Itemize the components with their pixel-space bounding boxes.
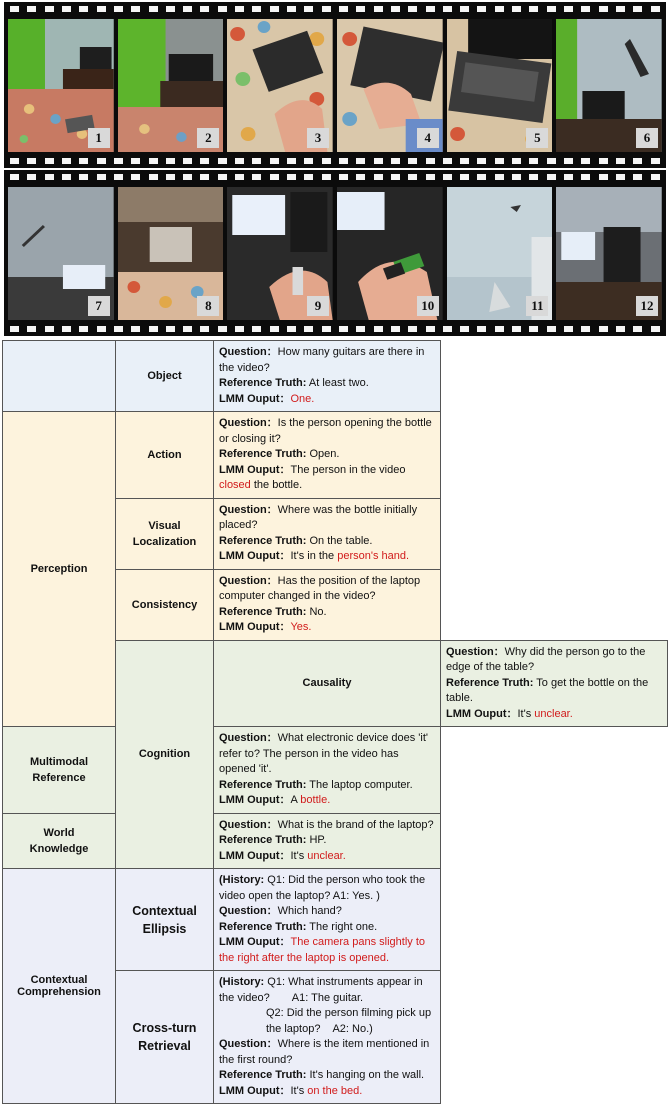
- frame-number: 8: [197, 296, 219, 316]
- sprocket-hole: [322, 6, 331, 12]
- sprocket-hole: [270, 326, 279, 332]
- sprocket-hole: [564, 326, 573, 332]
- sprocket-hole: [27, 6, 36, 12]
- sprocket-hole: [149, 158, 158, 164]
- sprocket-hole: [218, 174, 227, 180]
- row-world-knowledge: [3, 813, 668, 869]
- sprocket-hole: [374, 326, 383, 332]
- qa-table: [2, 340, 668, 1104]
- sprocket-hole: [149, 326, 158, 332]
- subcategory-line: Knowledge: [29, 842, 89, 855]
- question-text: Has the position of the laptop computer changed in the video?: [219, 574, 421, 602]
- sprocket-hole: [512, 6, 521, 12]
- sprocket-holes: [4, 154, 666, 168]
- sprocket-hole: [547, 158, 556, 164]
- sprocket-hole: [443, 174, 452, 180]
- reference-label: Reference Truth:: [219, 778, 307, 791]
- history-text: Q2: Did the person filming pick up the laptop?: [266, 1007, 432, 1035]
- reference-text: To get the bottle on the table.: [446, 676, 649, 704]
- subcategory-line: Cross-turn: [132, 1021, 197, 1035]
- sprocket-hole: [408, 158, 417, 164]
- sprocket-hole: [114, 158, 123, 164]
- sprocket-hole: [218, 6, 227, 12]
- sprocket-hole: [131, 158, 140, 164]
- reference-text: No.: [309, 605, 327, 618]
- question-label: Question：: [219, 1038, 278, 1050]
- question-text: How many guitars are there in the video?: [219, 346, 425, 374]
- lmm-label: LMM Ouput：: [219, 463, 291, 476]
- video-frame-3: [227, 19, 333, 152]
- sprocket-hole: [10, 6, 19, 12]
- reference-label: Reference Truth:: [446, 676, 534, 689]
- sprocket-hole: [512, 174, 521, 180]
- reference-text: On the table.: [309, 534, 373, 547]
- category-contextual-comprehension: [3, 869, 116, 1104]
- video-frame-1: [8, 19, 114, 152]
- video-frame-10: [337, 187, 443, 320]
- sprocket-hole: [62, 174, 71, 180]
- sprocket-hole: [564, 158, 573, 164]
- lmm-output-error: The camera pans slightly to the right after the laptop is opened.: [219, 936, 425, 964]
- sprocket-hole: [45, 6, 54, 12]
- sprocket-hole: [287, 174, 296, 180]
- sprocket-hole: [149, 6, 158, 12]
- row-multimodal-reference: [3, 727, 668, 814]
- sprocket-hole: [529, 326, 538, 332]
- frames-row-2: [8, 187, 662, 320]
- sprocket-hole: [495, 158, 504, 164]
- question-text: Why did the person go to the edge of the table?: [446, 645, 646, 673]
- sprocket-hole: [426, 326, 435, 332]
- sprocket-hole: [339, 174, 348, 180]
- question-text: Is the person opening the bottle or closing it?: [219, 417, 432, 445]
- reference-label: Reference Truth:: [219, 1069, 307, 1081]
- video-frame-12: [556, 187, 662, 320]
- video-frame-6: [556, 19, 662, 152]
- sprocket-hole: [183, 6, 192, 12]
- video-frame-8: [118, 187, 224, 320]
- sprocket-hole: [477, 6, 486, 12]
- sprocket-hole: [443, 158, 452, 164]
- lmm-label: LMM Ouput：: [219, 1084, 291, 1097]
- sprocket-hole: [287, 326, 296, 332]
- qa-cell: [214, 498, 441, 569]
- sprocket-hole: [616, 174, 625, 180]
- sprocket-hole: [616, 326, 625, 332]
- subcategory-line: Visual: [148, 519, 181, 532]
- sprocket-hole: [45, 326, 54, 332]
- question-label: Question：: [446, 645, 505, 658]
- sprocket-hole: [45, 158, 54, 164]
- lmm-output: the bottle.: [250, 479, 303, 491]
- subcategory-line: Multimodal: [29, 755, 89, 768]
- lmm-output: It's: [290, 849, 308, 862]
- question-label: Question：: [219, 503, 278, 516]
- sprocket-hole: [529, 174, 538, 180]
- sprocket-hole: [651, 326, 660, 332]
- sprocket-hole: [218, 158, 227, 164]
- video-frame-5: [447, 19, 553, 152]
- sprocket-hole: [356, 6, 365, 12]
- sprocket-hole: [235, 6, 244, 12]
- subcategory-visual-localization: [116, 498, 214, 569]
- sprocket-hole: [235, 326, 244, 332]
- reference-text: HP.: [309, 834, 327, 846]
- history-text: A2: No.): [332, 1022, 373, 1035]
- sprocket-hole: [426, 174, 435, 180]
- sprocket-hole: [356, 174, 365, 180]
- sprocket-hole: [391, 158, 400, 164]
- subcategory-cross-turn-retrieval: [116, 971, 214, 1104]
- sprocket-hole: [633, 6, 642, 12]
- subcategory-multimodal-reference: [3, 727, 116, 814]
- question-label: Question：: [219, 574, 278, 587]
- sprocket-hole: [512, 158, 521, 164]
- sprocket-hole: [97, 6, 106, 12]
- sprocket-hole: [79, 326, 88, 332]
- video-frame-2: [118, 19, 224, 152]
- sprocket-hole: [183, 174, 192, 180]
- sprocket-hole: [270, 6, 279, 12]
- sprocket-hole: [252, 6, 261, 12]
- lmm-output: It's: [290, 1084, 308, 1097]
- frame-number: 7: [88, 296, 110, 316]
- question-label: Question：: [219, 732, 278, 744]
- sprocket-hole: [183, 326, 192, 332]
- sprocket-hole: [304, 174, 313, 180]
- sprocket-hole: [10, 326, 19, 332]
- question-text: Where is the item mentioned in the first round?: [219, 1038, 430, 1066]
- reference-text: It's hanging on the wall.: [309, 1069, 425, 1081]
- film-strip-top: [4, 2, 666, 168]
- sprocket-hole: [581, 174, 590, 180]
- sprocket-hole: [270, 174, 279, 180]
- sprocket-hole: [114, 326, 123, 332]
- sprocket-hole: [304, 158, 313, 164]
- sprocket-hole: [114, 6, 123, 12]
- sprocket-hole: [97, 326, 106, 332]
- sprocket-hole: [183, 158, 192, 164]
- sprocket-hole: [166, 326, 175, 332]
- sprocket-holes: [4, 170, 666, 184]
- sprocket-hole: [599, 158, 608, 164]
- question-text: What is the brand of the laptop?: [277, 818, 434, 831]
- qa-cell: [214, 412, 441, 499]
- sprocket-hole: [512, 326, 521, 332]
- lmm-output-error: on the bed.: [307, 1084, 363, 1097]
- sprocket-hole: [374, 174, 383, 180]
- sprocket-hole: [460, 158, 469, 164]
- sprocket-hole: [79, 174, 88, 180]
- film-strip-bottom: [4, 170, 666, 336]
- lmm-output-error: closed: [219, 479, 251, 491]
- sprocket-hole: [322, 326, 331, 332]
- reference-label: Reference Truth:: [219, 377, 307, 389]
- sprocket-hole: [495, 174, 504, 180]
- sprocket-hole: [391, 6, 400, 12]
- lmm-output-error: unclear.: [307, 849, 346, 862]
- sprocket-hole: [408, 174, 417, 180]
- sprocket-hole: [651, 6, 660, 12]
- sprocket-hole: [62, 158, 71, 164]
- category-line: Contextual: [30, 974, 88, 986]
- frame-number: 1: [88, 128, 110, 148]
- row-object: [3, 341, 668, 412]
- sprocket-holes: [4, 322, 666, 336]
- sprocket-hole: [495, 6, 504, 12]
- sprocket-hole: [27, 174, 36, 180]
- question-text: Where was the bottle initially placed?: [219, 503, 418, 531]
- category-blank: [3, 341, 116, 412]
- frame-number: 6: [636, 128, 658, 148]
- sprocket-hole: [408, 6, 417, 12]
- subcategory-consistency: Consistency: [116, 569, 214, 640]
- frame-number: 5: [526, 128, 548, 148]
- subcategory-line: Contextual: [132, 903, 197, 918]
- sprocket-hole: [547, 174, 556, 180]
- sprocket-hole: [547, 326, 556, 332]
- video-frame-9: [227, 187, 333, 320]
- subcategory-line: Localization: [132, 535, 197, 548]
- lmm-output: It's in the: [290, 550, 338, 562]
- sprocket-hole: [477, 326, 486, 332]
- sprocket-hole: [149, 174, 158, 180]
- question-label: Question：: [219, 905, 278, 917]
- sprocket-hole: [252, 174, 261, 180]
- sprocket-hole: [252, 326, 261, 332]
- sprocket-hole: [200, 158, 209, 164]
- sprocket-hole: [304, 6, 313, 12]
- question-label: Question：: [219, 818, 278, 831]
- sprocket-hole: [356, 326, 365, 332]
- lmm-output-error: Yes.: [290, 621, 312, 633]
- category-cognition: Cognition: [116, 640, 214, 869]
- sprocket-hole: [443, 326, 452, 332]
- lmm-label: LMM Ouput：: [219, 621, 291, 633]
- sprocket-hole: [356, 158, 365, 164]
- lmm-output: A: [290, 794, 301, 806]
- lmm-output-error: One.: [290, 392, 315, 405]
- video-frame-4: [337, 19, 443, 152]
- sprocket-hole: [443, 6, 452, 12]
- sprocket-hole: [599, 174, 608, 180]
- reference-text: The laptop computer.: [309, 778, 413, 791]
- lmm-output-error: bottle.: [300, 794, 331, 806]
- sprocket-hole: [495, 326, 504, 332]
- sprocket-hole: [166, 158, 175, 164]
- question-text: Which hand?: [277, 905, 342, 917]
- question-label: Question：: [219, 346, 278, 358]
- sprocket-hole: [408, 326, 417, 332]
- sprocket-hole: [581, 6, 590, 12]
- qa-cell: [214, 971, 441, 1104]
- sprocket-hole: [529, 158, 538, 164]
- sprocket-hole: [460, 174, 469, 180]
- qa-cell: [441, 640, 668, 727]
- sprocket-hole: [581, 326, 590, 332]
- sprocket-hole: [131, 6, 140, 12]
- sprocket-hole: [426, 6, 435, 12]
- sprocket-hole: [339, 6, 348, 12]
- sprocket-hole: [581, 158, 590, 164]
- frame-number: 2: [197, 128, 219, 148]
- sprocket-hole: [235, 158, 244, 164]
- frame-number: 4: [417, 128, 439, 148]
- qa-cell: [214, 813, 441, 869]
- sprocket-hole: [131, 174, 140, 180]
- frame-number: 3: [307, 128, 329, 148]
- lmm-label: LMM Ouput：: [219, 936, 291, 948]
- reference-label: Reference Truth:: [219, 605, 307, 618]
- video-frame-11: [447, 187, 553, 320]
- subcategory-line: Reference: [32, 771, 86, 784]
- sprocket-hole: [27, 158, 36, 164]
- sprocket-hole: [477, 174, 486, 180]
- history-label: (History:: [219, 874, 265, 886]
- sprocket-hole: [166, 174, 175, 180]
- subcategory-line: Ellipsis: [142, 921, 187, 936]
- reference-label: Reference Truth:: [219, 834, 307, 846]
- sprocket-hole: [287, 6, 296, 12]
- history-label: (History:: [219, 976, 265, 988]
- sprocket-hole: [547, 6, 556, 12]
- sprocket-hole: [322, 174, 331, 180]
- sprocket-hole: [304, 326, 313, 332]
- sprocket-hole: [200, 326, 209, 332]
- history-text: Q1: What instruments appear in the video?: [219, 976, 423, 1004]
- sprocket-hole: [633, 326, 642, 332]
- sprocket-hole: [339, 326, 348, 332]
- sprocket-hole: [460, 326, 469, 332]
- history-text: Q1: Did the person who took the video open the laptop? A1: Yes. ): [219, 874, 426, 902]
- reference-label: Reference Truth:: [219, 448, 307, 460]
- question-label: Question：: [219, 417, 278, 429]
- history-text: A1: The guitar.: [291, 991, 364, 1004]
- row-action: [3, 412, 668, 499]
- sprocket-hole: [200, 174, 209, 180]
- sprocket-hole: [633, 158, 642, 164]
- sprocket-hole: [114, 174, 123, 180]
- sprocket-hole: [200, 6, 209, 12]
- lmm-label: LMM Ouput：: [219, 550, 291, 562]
- lmm-label: LMM Ouput：: [219, 794, 291, 806]
- sprocket-hole: [391, 174, 400, 180]
- sprocket-hole: [62, 6, 71, 12]
- frame-number: 10: [417, 296, 439, 316]
- sprocket-hole: [564, 174, 573, 180]
- sprocket-hole: [79, 6, 88, 12]
- sprocket-hole: [235, 174, 244, 180]
- subcategory-object: Object: [116, 341, 214, 412]
- sprocket-hole: [391, 326, 400, 332]
- sprocket-hole: [166, 6, 175, 12]
- sprocket-hole: [651, 174, 660, 180]
- sprocket-hole: [374, 6, 383, 12]
- frames-row-1: [8, 19, 662, 152]
- sprocket-hole: [27, 326, 36, 332]
- sprocket-hole: [10, 174, 19, 180]
- qa-cell: [214, 727, 441, 814]
- sprocket-hole: [339, 158, 348, 164]
- sprocket-holes: [4, 2, 666, 16]
- question-text: What electronic device does 'it' refer to? The person in the video has opened 'it'.: [219, 732, 428, 775]
- sprocket-hole: [97, 158, 106, 164]
- sprocket-hole: [477, 158, 486, 164]
- sprocket-hole: [616, 6, 625, 12]
- video-frame-7: [8, 187, 114, 320]
- frame-number: 9: [307, 296, 329, 316]
- category-perception: Perception: [3, 412, 116, 727]
- sprocket-hole: [62, 326, 71, 332]
- sprocket-hole: [599, 6, 608, 12]
- sprocket-hole: [131, 326, 140, 332]
- lmm-label: LMM Ouput：: [219, 849, 291, 862]
- sprocket-hole: [616, 158, 625, 164]
- sprocket-hole: [97, 174, 106, 180]
- sprocket-hole: [599, 326, 608, 332]
- reference-label: Reference Truth:: [219, 920, 307, 933]
- sprocket-hole: [374, 158, 383, 164]
- reference-text: Open.: [309, 448, 340, 460]
- lmm-output-error: person's hand.: [337, 550, 410, 562]
- frame-number: 12: [636, 296, 658, 316]
- sprocket-hole: [252, 158, 261, 164]
- reference-text: The right one.: [309, 920, 378, 933]
- lmm-output: The person in the video: [290, 463, 406, 476]
- category-line: Comprehension: [17, 986, 101, 998]
- sprocket-hole: [322, 158, 331, 164]
- lmm-output: It's: [517, 707, 535, 720]
- qa-cell: [214, 341, 441, 412]
- subcategory-action: Action: [116, 412, 214, 499]
- reference-text: At least two.: [308, 377, 369, 389]
- sprocket-hole: [45, 174, 54, 180]
- qa-cell: [214, 569, 441, 640]
- sprocket-hole: [79, 158, 88, 164]
- lmm-label: LMM Ouput：: [446, 707, 518, 720]
- sprocket-hole: [218, 326, 227, 332]
- sprocket-hole: [287, 158, 296, 164]
- sprocket-hole: [651, 158, 660, 164]
- subcategory-world-knowledge: [3, 813, 116, 869]
- sprocket-hole: [633, 174, 642, 180]
- sprocket-hole: [270, 158, 279, 164]
- lmm-label: LMM Ouput：: [219, 392, 291, 405]
- sprocket-hole: [10, 158, 19, 164]
- subcategory-line: Retrieval: [138, 1039, 191, 1053]
- sprocket-hole: [564, 6, 573, 12]
- sprocket-hole: [529, 6, 538, 12]
- reference-label: Reference Truth:: [219, 534, 307, 547]
- subcategory-line: World: [43, 826, 75, 839]
- sprocket-hole: [460, 6, 469, 12]
- frame-number: 11: [526, 296, 548, 316]
- subcategory-causality: Causality: [214, 640, 441, 727]
- sprocket-hole: [426, 158, 435, 164]
- lmm-output-error: unclear.: [534, 707, 573, 720]
